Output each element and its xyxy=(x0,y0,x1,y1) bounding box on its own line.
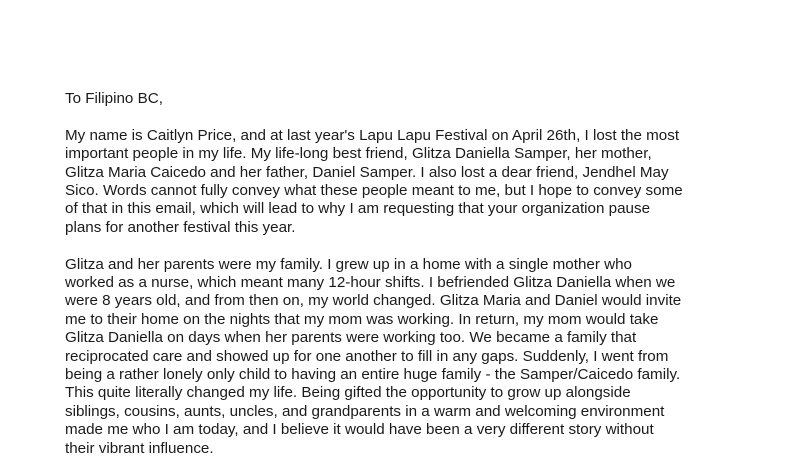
paragraph-line: Glitza Maria Caicedo and her father, Daniel Samper. I also lost a dear friend, Jendhel May xyxy=(65,163,669,181)
paragraph-line: Sico. Words cannot fully convey what these people meant to me, but I hope to convey some xyxy=(65,182,683,200)
paragraph-line: me to their home on the nights that my mom was working. In return, my mom would take xyxy=(65,310,659,328)
paragraph-line: reciprocated care and showed up for one another to fill in any gaps. Suddenly, I went from xyxy=(65,347,669,365)
paragraph-line: worked as a nurse, which meant many 12-hour shifts. I befriended Glitza Daniella when we xyxy=(65,274,676,292)
paragraph-line: were 8 years old, and from then on, my world changed. Glitza Maria and Daniel would invite xyxy=(65,292,682,310)
paragraph-line: being a rather lonely only child to having an entire huge family - the Samper/Caicedo family. xyxy=(65,366,681,384)
paragraph-line: important people in my life. My life-long best friend, Glitza Daniella Samper, her mother, xyxy=(65,145,652,163)
paragraph-line: Glitza and her parents were my family. I grew up in a home with a single mother who xyxy=(65,255,632,273)
paragraph-line: My name is Caitlyn Price, and at last year's Lapu Lapu Festival on April 26th, I lost the most xyxy=(65,126,680,144)
letter-body xyxy=(65,90,785,476)
paragraph-line: Glitza Daniella on days when her parents were working too. We became a family that xyxy=(65,329,637,347)
paragraph-2 xyxy=(65,256,785,458)
paragraph-line: of that in this email, which will lead to why I am requesting that your organization pause xyxy=(65,200,651,218)
paragraph-line: plans for another festival this year. xyxy=(65,218,296,236)
paragraph-line: siblings, cousins, aunts, uncles, and grandparents in a warm and welcoming environment xyxy=(65,402,665,420)
paragraph-line: made me who I am today, and I believe it would have been a very different story without xyxy=(65,421,654,439)
paragraph-line: their vibrant influence. xyxy=(65,439,214,457)
paragraph-1 xyxy=(65,127,785,237)
paragraph-line: This quite literally changed my life. Being gifted the opportunity to grow up alongside xyxy=(65,384,631,402)
letter-greeting: To Filipino BC, xyxy=(65,90,163,107)
